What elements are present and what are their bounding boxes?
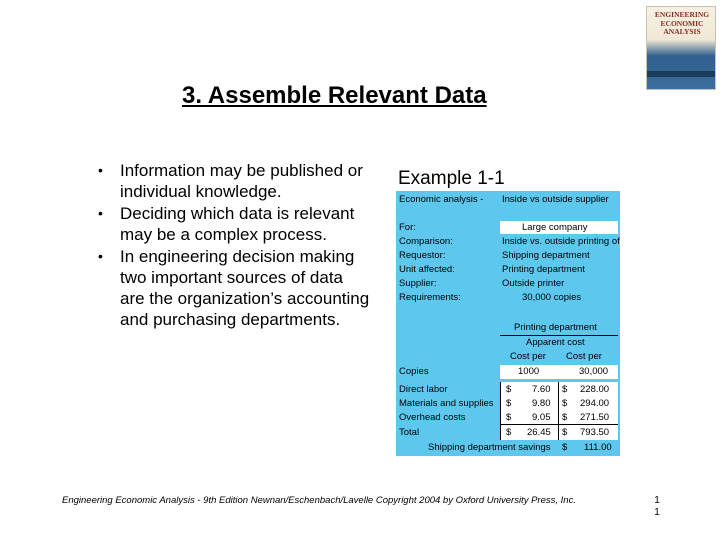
currency-symbol: $ [562,442,568,453]
sheet-header-value: Inside vs outside supplier [502,194,609,205]
col2-header: Cost per [566,351,602,362]
copies-label: Copies [399,366,429,377]
cost-value: 9.05 [532,412,551,423]
slide-footer: Engineering Economic Analysis - 9th Edition Newnan/Eschenbach/Lavelle Copyright 2004 by Oxford University Press, Inc. [62,495,576,506]
currency-symbol: $ [562,384,568,395]
divider [500,424,618,425]
info-label: For: [399,222,416,233]
cost-row-label: Total [399,427,420,438]
apparent-cost-header: Apparent cost [526,337,585,348]
divider [558,382,559,440]
sheet-header-label: Economic analysis - [399,194,484,205]
book-cover-image [646,6,716,90]
currency-symbol: $ [562,398,568,409]
cost-value: 793.50 [580,427,610,438]
copies-value-2: 30,000 [579,366,609,377]
cost-row-label: Overhead costs [399,412,466,423]
cost-value: 228.00 [580,384,610,395]
currency-symbol: $ [562,427,568,438]
cost-value: 271.50 [580,412,610,423]
currency-symbol: $ [562,412,568,423]
info-label: Supplier: [399,278,437,289]
info-label: Unit affected: [399,264,455,275]
bullet-item: • Deciding which data is relevant may be a complex process. [110,203,372,245]
page-number: 1 1 [654,495,660,518]
cost-value: 294.00 [580,398,610,409]
book-cover-title: ENGINEERING ECONOMIC ANALYSIS [654,10,710,36]
info-value: Printing department [502,264,585,275]
info-value: Shipping department [502,250,590,261]
currency-symbol: $ [506,412,512,423]
savings-value: 111.00 [584,442,612,453]
bullet-list [110,160,372,331]
cost-value: 26.45 [527,427,551,438]
info-value: Large company [522,222,588,233]
cost-row-label: Direct labor [399,384,448,395]
bullet-item: • Information may be published or individual knowledge. [110,160,372,202]
info-value: 30,000 copies [522,292,582,303]
cost-value: 7.60 [532,384,551,395]
info-value: Inside vs. outside printing of [502,236,620,247]
currency-symbol: $ [506,384,512,395]
currency-symbol: $ [506,398,512,409]
info-value: Outside printer [502,278,565,289]
copies-value-1: 1000 [518,366,540,377]
info-label: Requestor: [399,250,446,261]
info-label: Requirements: [399,292,461,303]
divider [500,382,501,440]
bullet-item: • In engineering decision making two important sources of data are the organization’s accounting and purchasing departments. [110,246,372,330]
example-spreadsheet [396,191,620,456]
info-label: Comparison: [399,236,453,247]
divider [500,335,618,336]
col1-header: Cost per [510,351,546,362]
cost-value: 9.80 [532,398,551,409]
currency-symbol: $ [506,427,512,438]
dept-header: Printing department [514,322,597,333]
slide-title: 3. Assemble Relevant Data [182,82,487,109]
book-cover-strip [647,71,715,77]
example-label: Example 1-1 [398,168,505,189]
cost-row-label: Materials and supplies [399,398,494,409]
savings-label: Shipping department savings [428,442,551,453]
